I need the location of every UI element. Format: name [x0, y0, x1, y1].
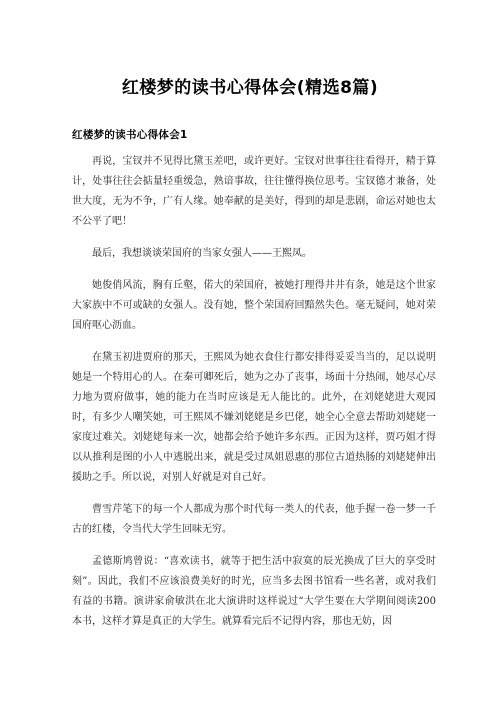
- paragraph-4: 在黛玉初进贾府的那天，王熙凤为她衣食住行都安排得妥妥当当的，足以说明她是一个特用心的人。在秦可卿死后，她为之办了丧事，场面十分热闹，她尽心尽力地为贾府做事，她的能力在当时应该是无人能比的。此外，在刘姥姥进大观园时，有多少人嘲笑她，可王熙凤不嫌刘姥姥是乡巴佬，她全心全意去帮助刘姥姥一家度过难关。刘姥姥每来一次，她都会给予她许多东西。正因为这样，贾巧姐才得以从推利是图的小人中逃脱出来，就是受过凤姐恩惠的那位古道热肠的刘姥姥伸出援助之手。所以说，对别人好就是对自己好。: [72, 352, 436, 483]
- paragraph-2: 最后，我想谈谈荣国府的当家女强人——王熙凤。: [92, 248, 312, 259]
- paragraph-6: 孟德斯鸠曾说：“喜欢读书，就等于把生活中寂寞的辰光换成了巨大的享受时刻”。因此，我们不应该浪费美好的时光，应当多去图书馆看一些名著，或对我们有益的书籍。演讲家俞敏洪在北大演讲时这样说过“大学生要在大学期间阅读200本书，这样才算是真正的大学生。就算看完后不记得内容，那也无妨，因: [72, 556, 436, 627]
- paragraph-5: 曹雪芹笔下的每一个人都成为那个时代每一类人的代表，他手握一卷一梦一千古的红楼，令当代大学生回味无穷。: [72, 504, 436, 535]
- document-title: 红楼梦的读书心得体会(精选8篇): [121, 78, 379, 98]
- paragraph-1: 再说，宝钗并不见得比黛玉差吧，或许更好。宝钗对世事往往看得开，精于算计，处事往往会掂量轻重缓急，熟谙事故，往往懂得换位思考。宝钗德才兼备，处世大度，无为不争，广有人缘。她奉献的是美好，得到的却是悲剧，命运对她也太不公平了吧！: [72, 156, 436, 227]
- paragraph-3: 她俊俏风流，胸有丘壑，偌大的荣国府，被她打理得井井有条，她是这个世家大家族中不可或缺的女强人。没有她，整个荣国府回黯然失色。毫无疑问，她对荣国府呕心沥血。: [72, 280, 436, 331]
- section-heading: 红楼梦的读书心得体会1: [72, 129, 188, 141]
